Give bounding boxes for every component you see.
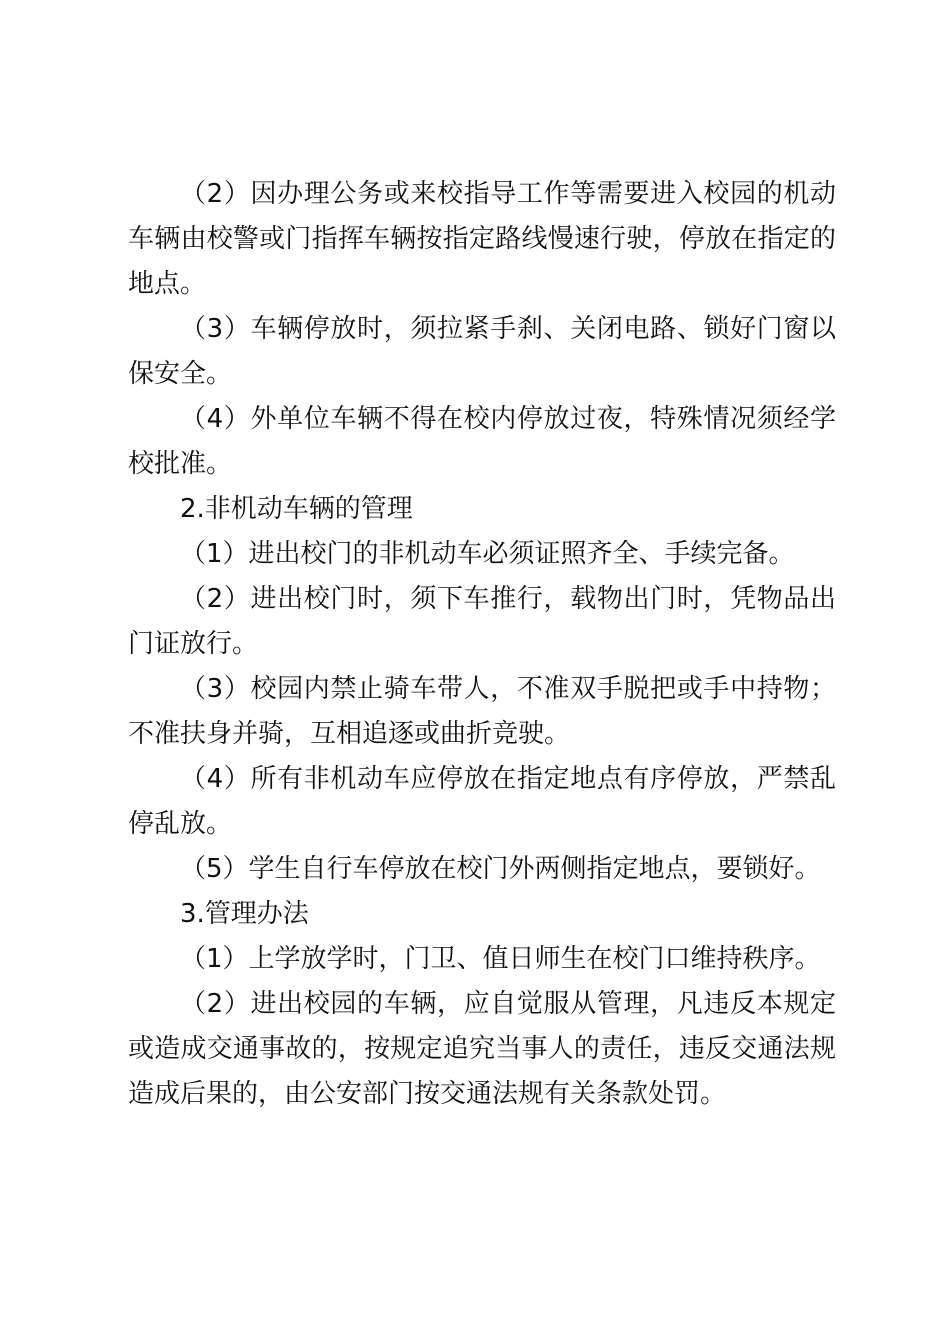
paragraph: （1）进出校门的非机动车必须证照齐全、手续完备。 [180,539,795,569]
paragraph: （1）上学放学时，门卫、值日师生在校门口维持秩序。 [180,944,821,974]
section-heading: 3.管理办法 [180,899,309,929]
section-heading: 2.非机动车辆的管理 [180,494,413,524]
paragraph: （2）因办理公务或来校指导工作等需要进入校园的机动车辆由校警或门指挥车辆按指定路线慢速行驶，停放在指定的地点。 [128,179,836,299]
paragraph: （4）外单位车辆不得在校内停放过夜，特殊情况须经学校批准。 [128,404,836,479]
document-body [128,172,836,1117]
paragraph: （5）学生自行车停放在校门外两侧指定地点，要锁好。 [180,854,821,884]
paragraph: （2）进出校园的车辆，应自觉服从管理，凡违反本规定或造成交通事故的，按规定追究当事人的责任，违反交通法规造成后果的，由公安部门按交通法规有关条款处罚。 [128,989,836,1109]
paragraph: （2）进出校门时，须下车推行，载物出门时，凭物品出门证放行。 [128,584,836,659]
paragraph: （3）车辆停放时，须拉紧手刹、关闭电路、锁好门窗以保安全。 [128,314,836,389]
paragraph: （3）校园内禁止骑车带人，不准双手脱把或手中持物；不准扶身并骑，互相追逐或曲折竞驶。 [128,674,836,749]
paragraph: （4）所有非机动车应停放在指定地点有序停放，严禁乱停乱放。 [128,764,836,839]
